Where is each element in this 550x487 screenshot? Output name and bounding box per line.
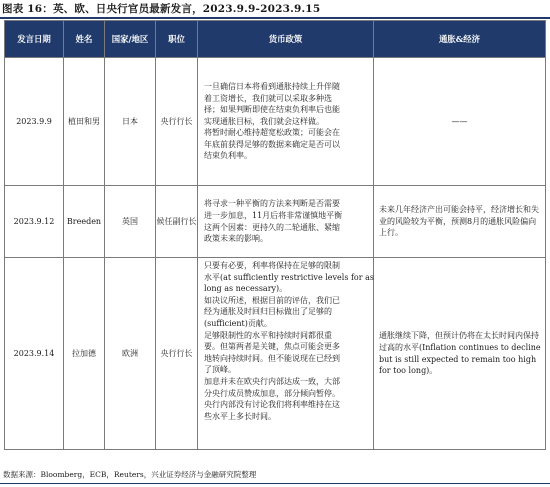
header-inflation: 通胀&经济 (374, 21, 546, 58)
header-position: 职位 (156, 21, 198, 58)
cell-policy (198, 58, 374, 186)
cell-name: Breeden (64, 186, 105, 258)
cell-inflation: 未来几年经济产出可能会持平，经济增长和失业的风险较为平衡，预测8月的通胀风险偏向上行。 (374, 186, 546, 258)
header-name: 姓名 (64, 21, 105, 58)
cell-region: 英国 (105, 186, 156, 258)
policy-line: 政策未来的影响。 (204, 234, 268, 244)
policy-line: 分央行成员赞成加息，部分倾向暂停。 (204, 388, 340, 398)
policy-line: 这两个因素：更持久的二轮通胀、紧缩 (204, 222, 340, 232)
policy-line: 如决议所述，根据目前的评估，我们已 (204, 295, 340, 305)
table-row (5, 186, 546, 258)
policy-line: 着工资增长，我们就可以采取多种选 (204, 93, 332, 103)
policy-line: long as necessary)。 (204, 284, 288, 294)
policy-line: 实现通胀目标，我们就会这样做。 (204, 116, 324, 126)
policy-line: 加息并未在欧央行内部达成一致，大部 (204, 376, 340, 386)
policy-line: 地转向持续时间。但不能说现在已经到 (204, 353, 340, 363)
policy-line: 些水平上多长时间。 (204, 411, 276, 421)
cell-policy (198, 258, 374, 450)
table-row (5, 258, 546, 450)
policy-line: (sufficient)贡献。 (204, 318, 272, 328)
policy-line: 将寻求一种平衡的方法来判断是否需要 (204, 199, 340, 209)
cell-region: 欧洲 (105, 258, 156, 450)
source-note: 数据来源：Bloomberg，ECB，Reuters，兴业证券经济与金融研究院整理 (3, 470, 257, 479)
policy-line: 择；如果判断即使在结束负利率后也能 (204, 105, 340, 115)
cell-position: 央行行长 (156, 258, 198, 450)
footer-rule (0, 483, 550, 484)
table-row (5, 58, 546, 186)
figure-title: 图表 16：英、欧、日央行官员最新发言，2023.9.9-2023.9.15 (2, 3, 321, 15)
policy-line: 只要有必要，利率将保持在足够的限制 (204, 261, 340, 270)
policy-line: 水平(at sufficiently restrictive levels for as (204, 272, 374, 282)
header-date: 发言日期 (5, 21, 64, 58)
speeches-table (4, 20, 546, 450)
policy-line: 年底前获得足够的数据来确定是否可以 (204, 139, 340, 149)
header-policy: 货币政策 (198, 21, 374, 58)
policy-line: 进一步加息，11月后将非常谨慎地平衡 (204, 210, 343, 220)
header-row (5, 21, 546, 58)
policy-line: 一旦确信日本将看到通胀持续上升伴随 (204, 81, 340, 91)
policy-line: 将暂时耐心维持超宽松政策；可能会在 (204, 128, 340, 138)
policy-line: 央行内部没有讨论我们将利率维持在这 (204, 400, 340, 410)
cell-date: 2023.9.14 (5, 258, 64, 450)
policy-line: 结束负利率。 (204, 151, 252, 161)
cell-policy (198, 186, 374, 258)
policy-line: 了顶峰。 (204, 365, 236, 375)
cell-inflation: —— (374, 58, 546, 186)
cell-name: 拉加德 (64, 258, 105, 450)
policy-line: 经为通胀及时回归目标做出了足够的 (204, 307, 332, 317)
cell-date: 2023.9.12 (5, 186, 64, 258)
cell-date: 2023.9.9 (5, 58, 64, 186)
cell-inflation: 通胀继续下降，但预计仍将在太长时间内保持过高的水平(Inflation continues to decline but is still expected to remain too high for too long)。 (374, 258, 546, 450)
cell-position: 央行行长 (156, 58, 198, 186)
cell-position: 候任副行长 (156, 186, 198, 258)
cell-region: 日本 (105, 58, 156, 186)
cell-name: 植田和男 (64, 58, 105, 186)
title-rule (0, 17, 550, 19)
policy-line: 要。但第两者是关键，焦点可能会更多 (204, 342, 340, 352)
policy-line: 足够限制性的水平和持续时间都很重 (204, 330, 332, 340)
header-region: 国家/地区 (105, 21, 156, 58)
